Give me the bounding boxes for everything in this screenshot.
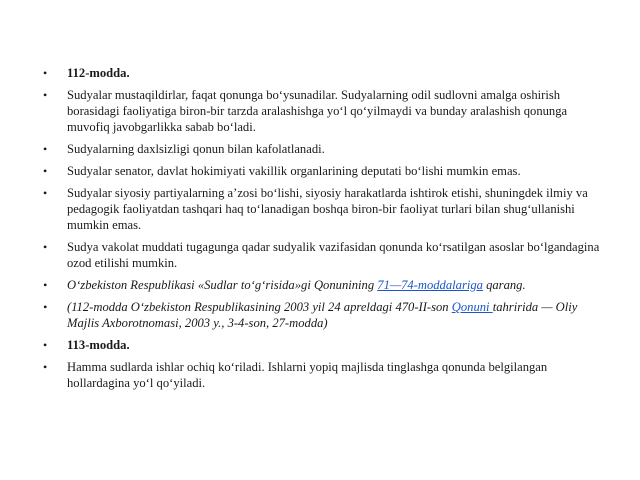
note-text-after: tahririda — Oliy Majlis Axborotnomasi, 2003 y., 3-4-son, 27-modda) bbox=[67, 300, 578, 330]
note-text-after: qarang. bbox=[482, 278, 526, 292]
bullet-icon: • bbox=[43, 300, 48, 314]
list-item bbox=[40, 141, 610, 157]
list-item-text: 112-modda. bbox=[67, 66, 130, 80]
list-item-text: Hamma sudlarda ishlar ochiq ko‘riladi. Ishlarni yopiq majlisda tinglashga qonunda belgilangan hollardagina yo‘l qo‘yiladi. bbox=[67, 360, 548, 390]
list-item-text: Sudyalarning daxlsizligi qonun bilan kafolatlanadi. bbox=[67, 142, 325, 156]
bullet-icon: • bbox=[43, 338, 48, 352]
list-item bbox=[40, 359, 610, 391]
list-item bbox=[40, 163, 610, 179]
list-item-text: Sudyalar senator, davlat hokimiyati vakillik organlarining deputati bo‘lishi mumkin emas. bbox=[67, 164, 521, 178]
note-text-before: O‘zbekiston Respublikasi «Sudlar to‘g‘risida»gi Qonunining bbox=[67, 278, 378, 292]
article-heading-113 bbox=[40, 337, 610, 353]
bullet-icon: • bbox=[43, 278, 48, 292]
law-link[interactable]: Qonuni bbox=[451, 300, 493, 314]
list-item-text: Sudyalar siyosiy partiyalarning a’zosi bo‘lishi, siyosiy harakatlarda ishtirok etishi, shuningdek ilmiy va pedagogik faoliyatdan tashqari haq to‘lanadigan boshqa biron-bir faoliyat turlari bilan shug‘ullanishi mumkin emas. bbox=[67, 186, 588, 232]
articles-71-74-link[interactable]: 71—74-moddalariga bbox=[377, 278, 483, 292]
bullet-icon: • bbox=[43, 240, 48, 254]
bullet-icon: • bbox=[43, 66, 48, 80]
list-item-text: 113-modda. bbox=[67, 338, 130, 352]
list-item bbox=[40, 87, 610, 135]
article-list bbox=[40, 65, 610, 397]
bullet-icon: • bbox=[43, 142, 48, 156]
note-text-before: (112-modda O‘zbekiston Respublikasining 2003 yil 24 apreldagi 470-II-son bbox=[67, 300, 452, 314]
list-item-text: Sudyalar mustaqildirlar, faqat qonunga bo‘ysunadilar. Sudyalarning odil sudlovni amalga oshirish borasidagi faoliyatiga biron-bir tarzda aralashishga yo‘l qo‘yilmaydi va bunday aralashish qonunga muvofiq javobgarlikka sabab bo‘ladi. bbox=[67, 88, 568, 134]
bullet-icon: • bbox=[43, 186, 48, 200]
reference-note bbox=[40, 277, 610, 293]
list-item bbox=[40, 239, 610, 271]
bullet-icon: • bbox=[43, 164, 48, 178]
amendment-note bbox=[40, 299, 610, 331]
list-item bbox=[40, 185, 610, 233]
list-item-text: Sudya vakolat muddati tugagunga qadar sudyalik vazifasidan qonunda ko‘rsatilgan asoslar bo‘lgandagina ozod etilishi mumkin. bbox=[67, 240, 600, 270]
bullet-icon: • bbox=[43, 360, 48, 374]
article-heading-112 bbox=[40, 65, 610, 81]
bullet-icon: • bbox=[43, 88, 48, 102]
